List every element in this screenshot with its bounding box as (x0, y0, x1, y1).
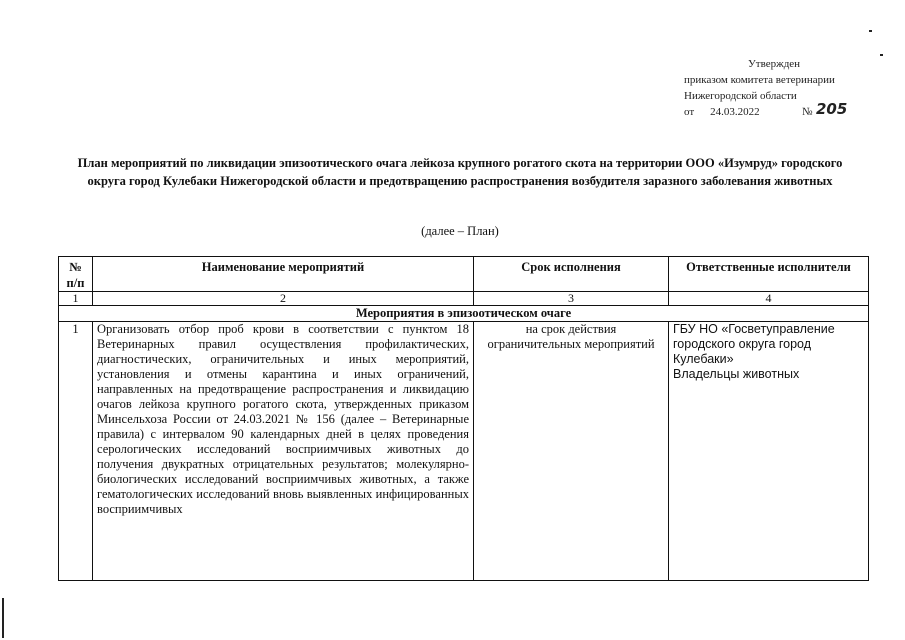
row-term: на срок действия ограничительных мероприятий (474, 322, 669, 581)
scan-mark (2, 598, 4, 638)
approval-number: 205 (816, 100, 848, 118)
table-header-row (59, 257, 869, 292)
section-title: Мероприятия в эпизоотическом очаге (59, 306, 869, 322)
approval-line-1: Утвержден (748, 58, 801, 70)
approval-line-3: Нижегородской области (684, 90, 797, 102)
row-number: 1 (59, 322, 93, 581)
responsible-organization: ГБУ НО «Госветуправление городского округа город Кулебаки» (673, 322, 835, 366)
approval-number-label: № (802, 106, 813, 118)
approval-line-2: приказом комитета ветеринарии (684, 74, 835, 86)
section-row (59, 306, 869, 322)
row-responsible (669, 322, 869, 581)
header-number: № п/п (59, 257, 93, 292)
column-number-row (59, 292, 869, 306)
approval-stamp (684, 56, 884, 120)
approval-date: 24.03.2022 (710, 106, 760, 118)
plan-title: План мероприятий по ликвидации эпизоотического очага лейкоза крупного рогатого скота на территории ООО «Изумруд» городского округа город Кулебаки Нижегородской области и предотвращению распространения возбудителя заразного заболевания животных (77, 156, 843, 188)
table-row (59, 322, 869, 581)
column-number: 2 (93, 292, 474, 306)
plan-table (58, 256, 869, 581)
responsible-owners: Владельцы животных (673, 367, 800, 381)
header-action: Наименование мероприятий (93, 257, 474, 292)
row-action: Организовать отбор проб крови в соответствии с пунктом 18 Ветеринарных правил осуществления профилактических, диагностических, ограничительных и иных мероприятий, установления и отмены карантина и иных ограничений, направленных на предотвращение распространения и ликвидацию очагов лейкоза крупного рогатого скота, утвержденных приказом Минсельхоза России от 24.03.2021 № 156 (далее – Ветеринарные правила) с интервалом 90 календарных дней в целях проведения серологических исследований восприимчивых животных до получения двукратных отрицательных результатов; молекулярно-биологических исследований восприимчивых животных, а также гематологических исследований вновь выявленных инфицированных восприимчивых (93, 322, 474, 581)
plan-subtitle: (далее – План) (421, 224, 499, 238)
column-number: 3 (474, 292, 669, 306)
column-number: 1 (59, 292, 93, 306)
header-responsible: Ответственные исполнители (669, 257, 869, 292)
header-term: Срок исполнения (474, 257, 669, 292)
approval-date-prefix: от (684, 106, 695, 118)
scan-mark (869, 30, 872, 32)
column-number: 4 (669, 292, 869, 306)
